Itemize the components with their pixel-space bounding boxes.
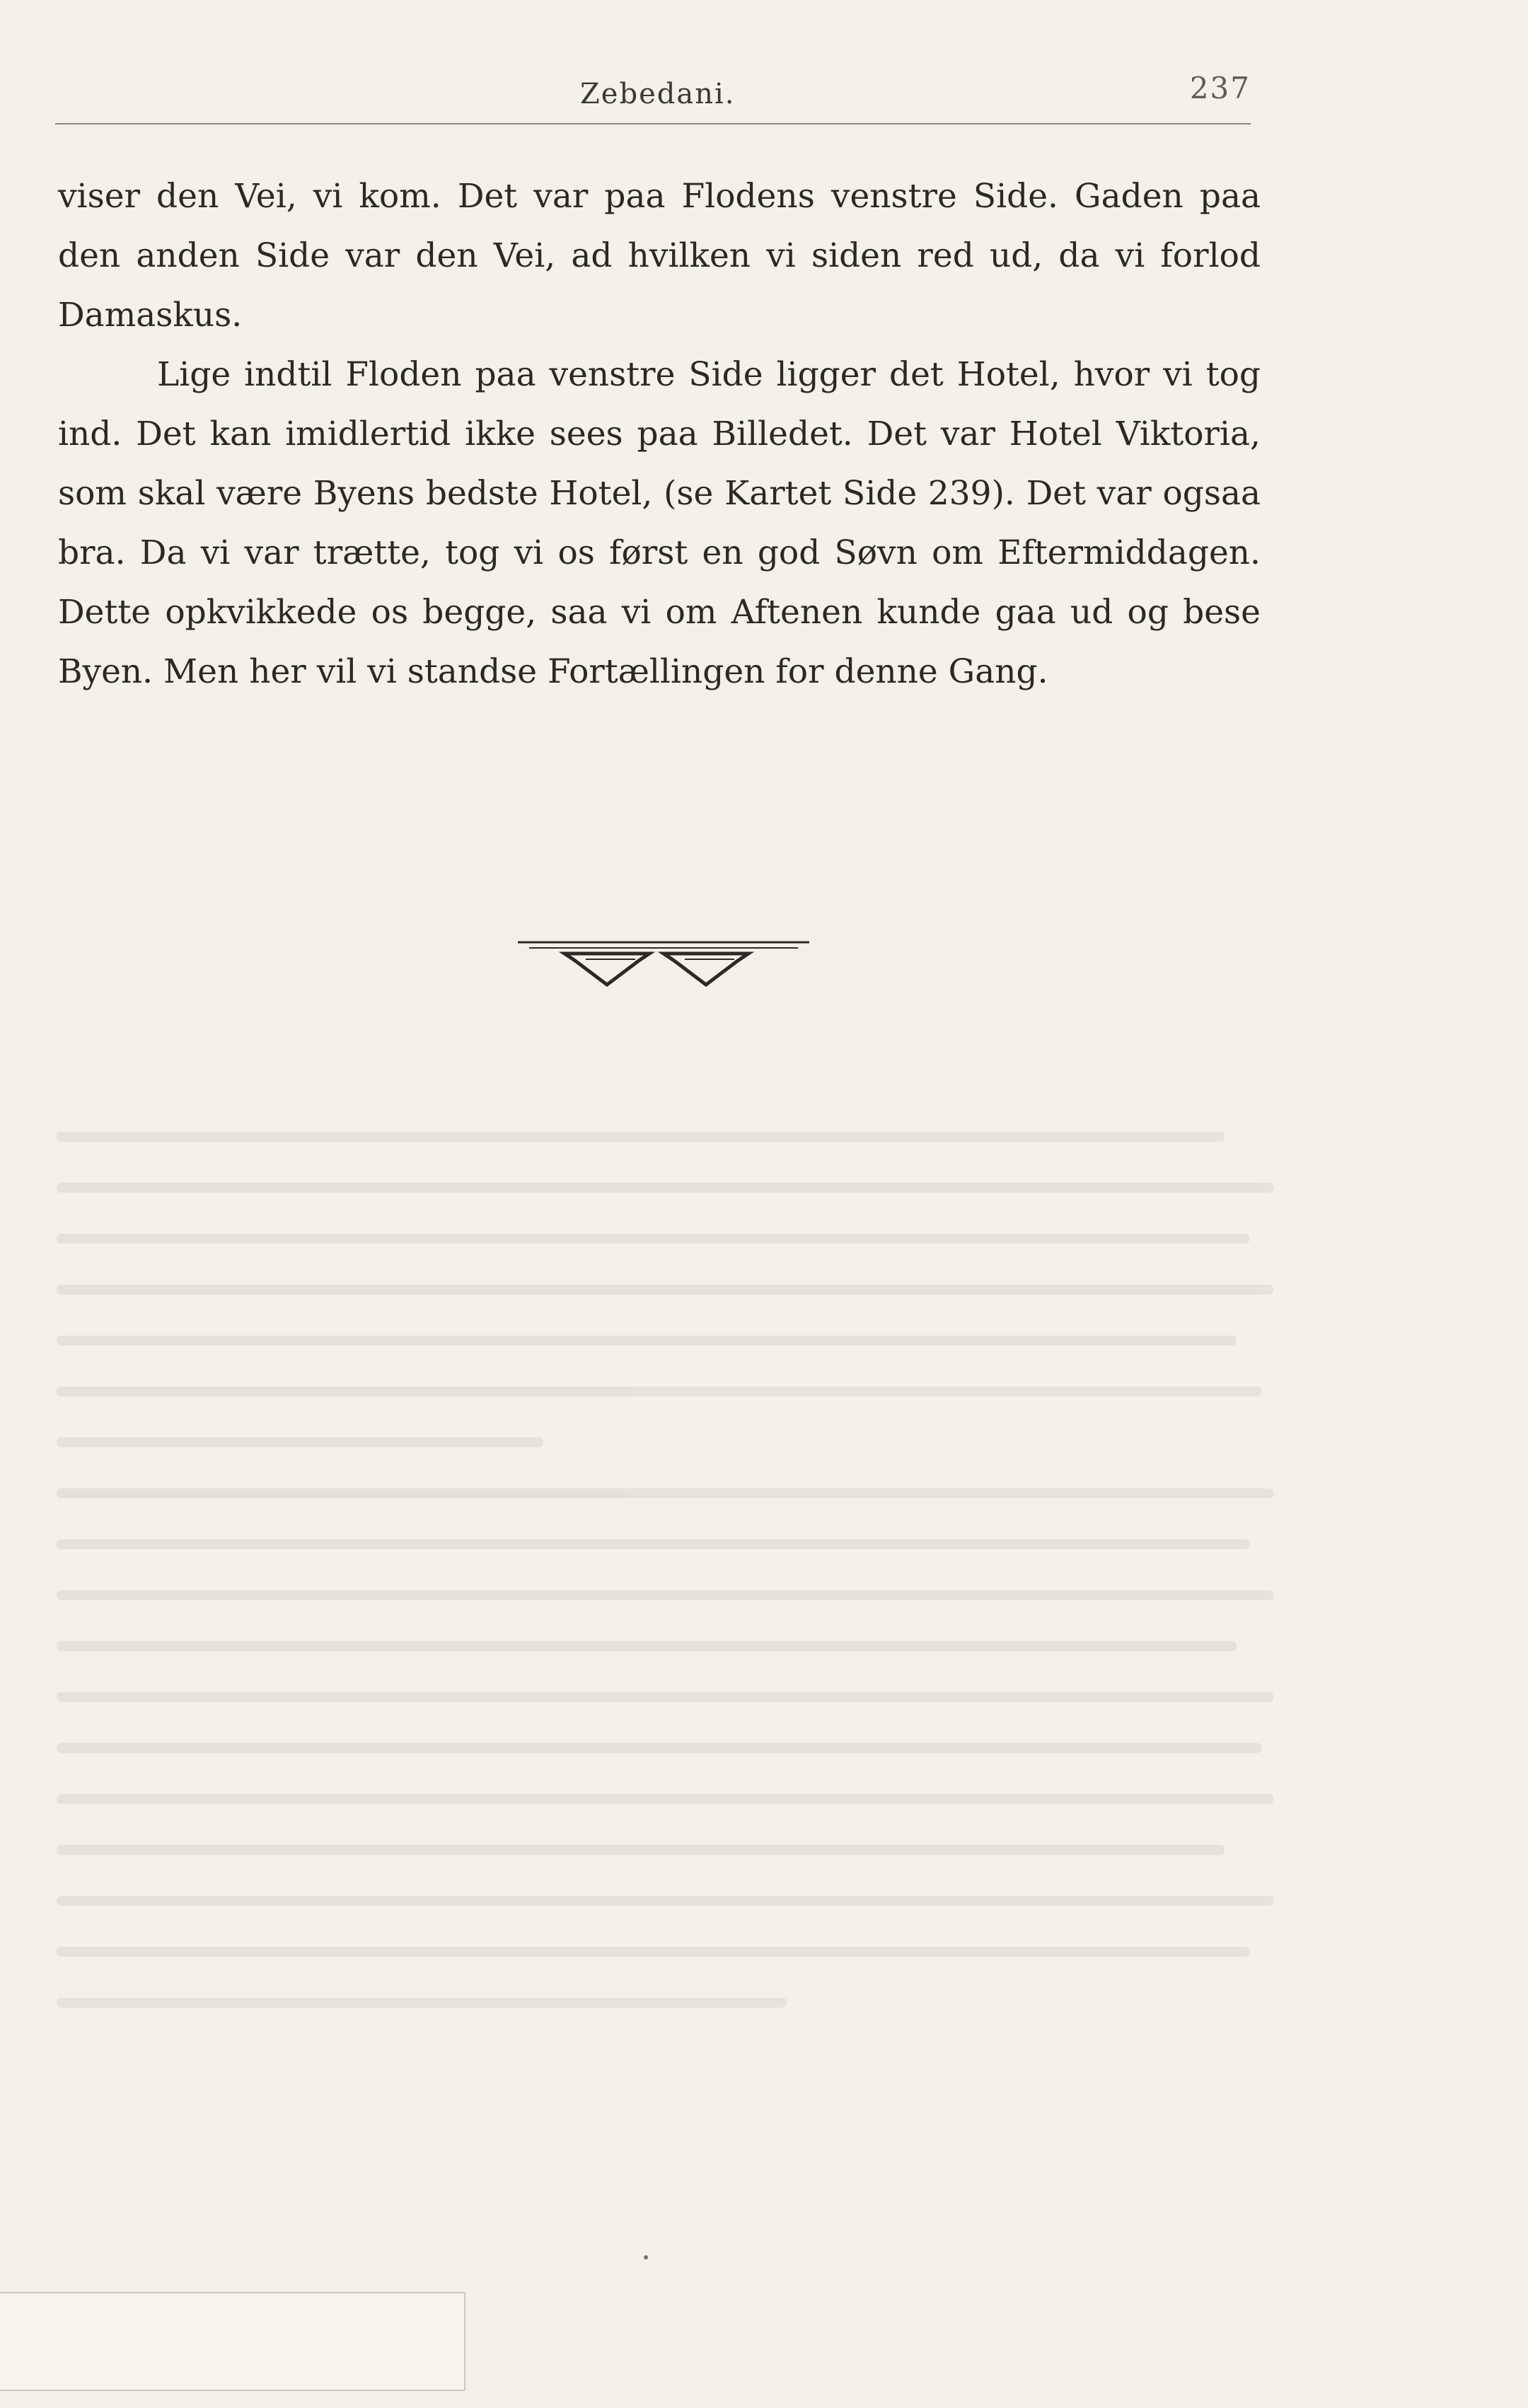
body-text	[58, 167, 1261, 702]
end-ornament-icon	[515, 935, 812, 992]
bleed-line	[57, 1743, 1261, 1753]
bleed-line	[57, 1998, 787, 2008]
bleed-line	[57, 1794, 1273, 1804]
paragraph-2: Lige indtil Floden paa venstre Side ligger det Hotel, hvor vi tog ind. Det kan imidlertid ikke sees paa Billedet. Det var Hotel Viktoria, som skal være Byens bedste Hotel, (se Kartet Side 239). Det var ogsaa bra. Da vi var trætte, tog vi os først en god Søvn om Eftermiddagen. Dette opkvikkede os begge, saa vi om Aftenen kunde gaa ud og bese Byen. Men her vil vi standse Fortællingen for denne Gang.	[58, 355, 1261, 691]
library-label-strip	[0, 2292, 465, 2391]
bleed-line	[57, 1539, 1249, 1549]
bleed-line	[57, 1947, 1249, 1957]
bleed-line	[57, 1845, 1225, 1855]
page-header	[55, 65, 1251, 129]
page-number: 237	[1189, 71, 1251, 105]
bleed-line	[57, 1896, 1273, 1906]
bleed-line	[57, 1590, 1273, 1600]
bleed-line	[57, 1387, 1261, 1396]
paragraph-1: viser den Vei, vi kom. Det var paa Flodens venstre Side. Gaden paa den anden Side var den Vei, ad hvilken vi siden red ud, da vi forlod Damaskus.	[58, 177, 1261, 335]
bleed-line	[57, 1132, 1225, 1142]
bleed-line	[57, 1692, 1273, 1702]
bleed-line	[57, 1336, 1237, 1345]
paper-speck	[644, 2255, 648, 2259]
running-head: Zebedani.	[580, 78, 736, 110]
bleed-line	[57, 1488, 1273, 1498]
header-rule	[55, 123, 1251, 125]
show-through-bleed	[57, 1132, 1273, 2158]
bleed-line	[57, 1285, 1273, 1295]
bleed-line	[57, 1234, 1249, 1244]
bleed-line	[57, 1183, 1273, 1193]
bleed-line	[57, 1641, 1237, 1651]
bleed-line	[57, 1437, 543, 1447]
